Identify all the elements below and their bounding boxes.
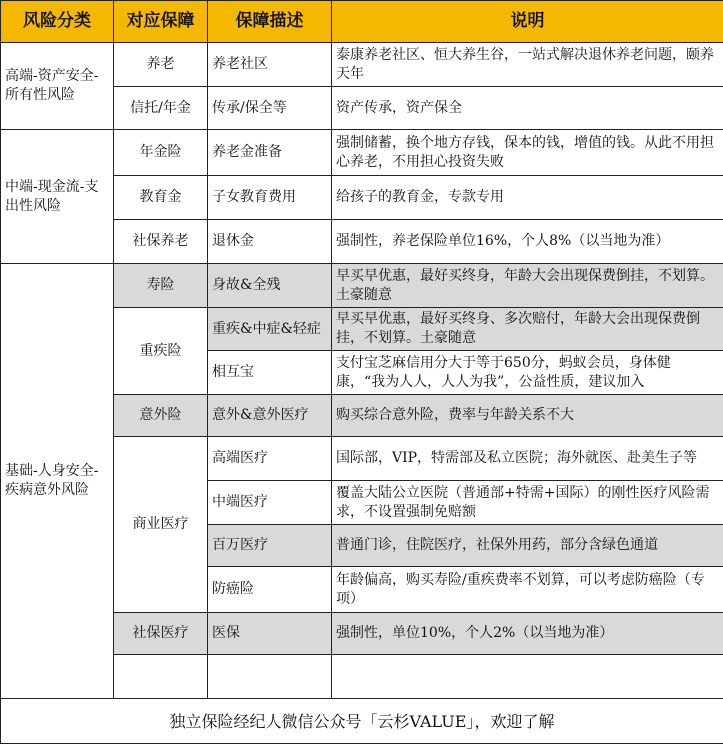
coverage-cell: 意外险 (114, 395, 208, 437)
description-cell (208, 655, 332, 699)
footer-row (1, 699, 723, 744)
note-cell: 强制性，单位10%，个人2%（以当地为准） (332, 613, 723, 655)
header-row (1, 1, 723, 43)
table-row (1, 43, 723, 87)
note-cell: 支付宝芝麻信用分大于等于650分，蚂蚁会员，身体健康，“我为人人，人人为我”，公益性质，建议加入 (332, 351, 723, 395)
note-cell: 早买早优惠，最好买终身，年龄大会出现保费倒挂，不划算。土豪随意 (332, 264, 723, 308)
note-cell: 普通门诊，住院医疗，社保外用药，部分含绿色通道 (332, 525, 723, 567)
description-cell: 养老金准备 (208, 130, 332, 176)
description-cell: 防癌险 (208, 567, 332, 613)
description-cell: 中端医疗 (208, 481, 332, 525)
note-cell: 给孩子的教育金，专款专用 (332, 176, 723, 220)
header-notes: 说明 (332, 1, 723, 43)
header-coverage: 对应保障 (114, 1, 208, 43)
coverage-cell: 信托/年金 (114, 87, 208, 130)
category-high-end: 高端-资产安全-所有性风险 (1, 43, 114, 130)
description-cell: 身故&全残 (208, 264, 332, 308)
header-description: 保障描述 (208, 1, 332, 43)
note-cell: 泰康养老社区、恒大养生谷，一站式解决退休养老问题，颐养天年 (332, 43, 723, 87)
description-cell: 高端医疗 (208, 437, 332, 481)
note-cell: 覆盖大陆公立医院（普通部+特需+国际）的刚性医疗风险需求，不设置强制免赔额 (332, 481, 723, 525)
description-cell: 相互宝 (208, 351, 332, 395)
coverage-cell: 商业医疗 (114, 437, 208, 613)
table-row (1, 264, 723, 308)
note-cell (332, 655, 723, 699)
description-cell: 意外&意外医疗 (208, 395, 332, 437)
table-row (1, 130, 723, 176)
coverage-cell: 养老 (114, 43, 208, 87)
description-cell: 百万医疗 (208, 525, 332, 567)
note-cell: 购买综合意外险，费率与年龄关系不大 (332, 395, 723, 437)
note-cell: 强制储蓄，换个地方存钱，保本的钱，增值的钱。从此不用担心养老，不用担心投资失败 (332, 130, 723, 176)
description-cell: 养老社区 (208, 43, 332, 87)
header-risk-category: 风险分类 (1, 1, 114, 43)
coverage-cell: 寿险 (114, 264, 208, 308)
description-cell: 退休金 (208, 220, 332, 264)
note-cell: 年龄偏高，购买寿险/重疾费率不划算，可以考虑防癌险（专项） (332, 567, 723, 613)
coverage-cell: 社保养老 (114, 220, 208, 264)
coverage-cell (114, 655, 208, 699)
coverage-cell: 重疾险 (114, 308, 208, 395)
category-basic: 基础-人身安全-疾病意外风险 (1, 264, 114, 699)
description-cell: 子女教育费用 (208, 176, 332, 220)
note-cell: 资产传承，资产保全 (332, 87, 723, 130)
description-cell: 医保 (208, 613, 332, 655)
note-cell: 国际部，VIP，特需部及私立医院；海外就医、赴美生子等 (332, 437, 723, 481)
category-mid-end: 中端-现金流-支出性风险 (1, 130, 114, 264)
coverage-cell: 年金险 (114, 130, 208, 176)
note-cell: 早买早优惠，最好买终身、多次赔付，年龄大会出现保费倒挂，不划算。土豪随意 (332, 308, 723, 351)
note-cell: 强制性，养老保险单位16%，个人8%（以当地为准） (332, 220, 723, 264)
coverage-cell: 社保医疗 (114, 613, 208, 655)
footer-text: 独立保险经纪人微信公众号「云杉VALUE」，欢迎了解 (1, 699, 723, 744)
coverage-cell: 教育金 (114, 176, 208, 220)
description-cell: 重疾&中症&轻症 (208, 308, 332, 351)
description-cell: 传承/保全等 (208, 87, 332, 130)
